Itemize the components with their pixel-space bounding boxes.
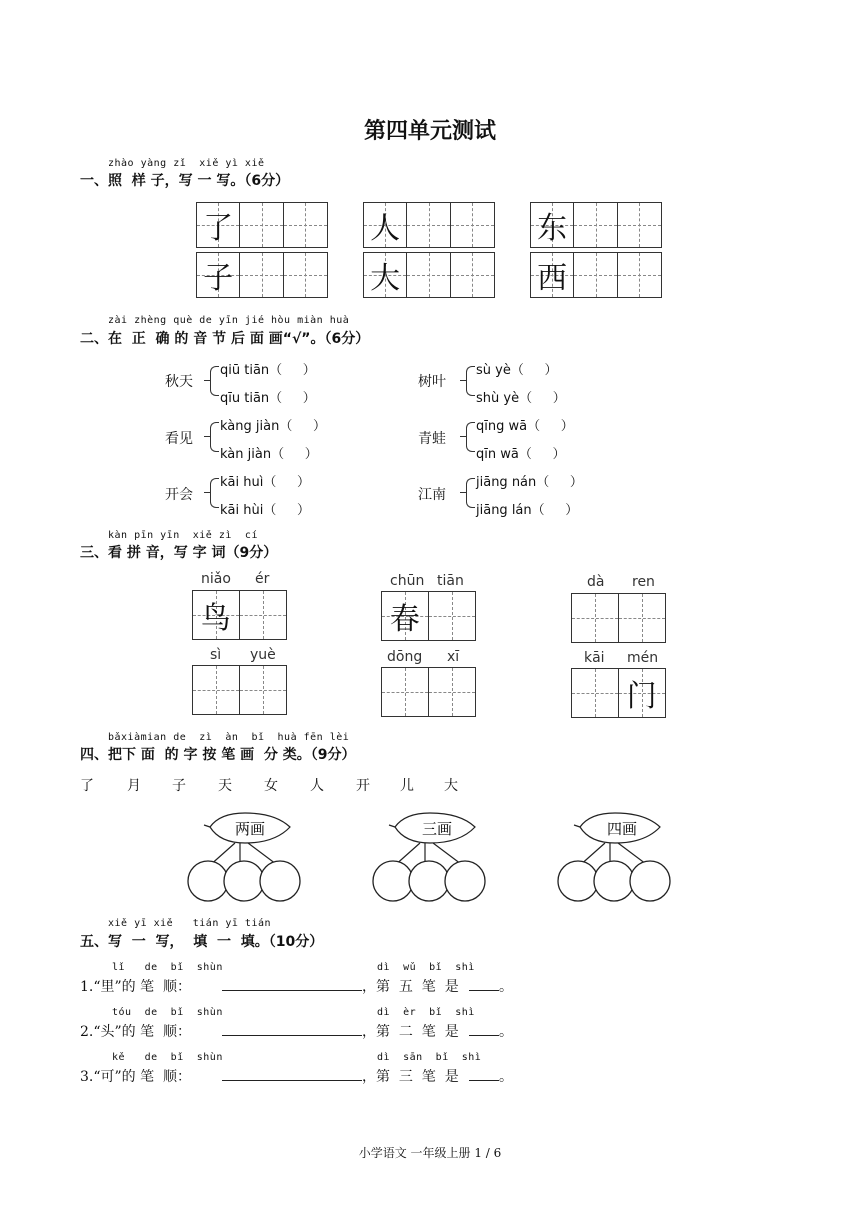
q-end: 。 (499, 1069, 513, 1085)
cherry-icon (630, 861, 670, 901)
s4-char: 大 (444, 778, 458, 794)
q-end: 。 (499, 1024, 513, 1040)
s2-pinyin: zài zhèng què de yīn jié hòu miàn huà (108, 315, 350, 326)
s2-option[interactable]: sù yè（ ） (476, 363, 558, 378)
s1-heading: 一、照 样 子，写 一 写。（6分） (80, 173, 290, 189)
sample-char: 东 (537, 211, 568, 246)
s1-grid-4[interactable] (363, 252, 495, 298)
cherry-icon (373, 861, 413, 901)
answer-blank[interactable] (222, 990, 362, 991)
brace-tick (204, 492, 210, 493)
q-pinyin: tóu de bǐ shùn (112, 1007, 223, 1018)
brace-tick (204, 436, 210, 437)
brace (210, 366, 219, 396)
s4-char: 人 (310, 778, 324, 794)
s3-grid[interactable] (192, 665, 287, 715)
s2-word: 江南 (418, 487, 446, 503)
s3-pinyin-label: tiān (437, 573, 464, 589)
s3-pinyin-label: yuè (250, 647, 276, 663)
s5-pinyin: xiě yī xiě tián yī tián (108, 918, 272, 929)
s3-grid[interactable] (571, 593, 666, 643)
q-mid: ，第 五 笔 是 (362, 979, 459, 995)
cherry-icon (260, 861, 300, 901)
sample-char: 了 (203, 211, 234, 246)
q-text: 1.“里”的 笔 顺： (80, 979, 192, 995)
q-pinyin: lǐ de bǐ shùn (112, 962, 223, 973)
s3-pinyin-label: dà (587, 574, 605, 590)
s3-pinyin-label: kāi (584, 650, 605, 666)
s5-heading: 五、写 一 写， 填 一 填。（10分） (80, 934, 324, 950)
leaf-stem (574, 825, 580, 827)
s3-pinyin-label: sì (210, 647, 222, 663)
cherry-icon (224, 861, 264, 901)
filled-char: 鸟 (200, 601, 231, 636)
s4-char: 子 (172, 778, 186, 794)
s2-option[interactable]: qīng wā（ ） (476, 419, 574, 434)
q-pinyin: kě de bǐ shùn (112, 1052, 223, 1063)
s2-option[interactable]: kāi huì（ ） (220, 475, 310, 490)
page-title: 第四单元测试 (363, 119, 496, 144)
s2-word: 树叶 (418, 374, 446, 390)
leaf-stem (389, 825, 395, 827)
s4-pinyin: bǎxiàmian de zì àn bǐ huà fēn lèi (108, 732, 350, 743)
leaf-label: 四画 (606, 820, 638, 838)
brace-tick (460, 436, 466, 437)
s1-grid-3[interactable] (363, 202, 495, 248)
q-text: 3.“可”的 笔 顺： (80, 1069, 192, 1085)
brace (210, 422, 219, 452)
page-footer: 小学语文 一年级上册 1 / 6 (358, 1146, 502, 1160)
filled-char: 门 (626, 679, 657, 714)
s2-word: 秋天 (165, 374, 193, 390)
cherry-cluster-2 (365, 805, 495, 905)
s3-grid[interactable] (192, 590, 287, 640)
s1-grid-2[interactable] (196, 252, 328, 298)
s4-heading: 四、把下 面 的 字 按 笔 画 分 类。（9分） (80, 747, 356, 763)
answer-blank[interactable] (469, 1035, 499, 1036)
q-pinyin: dì èr bǐ shì (377, 1007, 475, 1018)
s3-pinyin-label: xī (447, 649, 460, 665)
answer-blank[interactable] (469, 1080, 499, 1081)
s2-word: 看见 (165, 431, 193, 447)
s2-option[interactable]: kàn jiàn（ ） (220, 447, 318, 462)
s1-grid-6[interactable] (530, 252, 662, 298)
s3-pinyin-label: ren (632, 574, 655, 590)
leaf-stem (204, 825, 210, 827)
s2-option[interactable]: shù yè（ ） (476, 391, 566, 406)
sample-char: 大 (370, 261, 401, 296)
s4-char: 开 (356, 778, 370, 794)
s1-grid-5[interactable] (530, 202, 662, 248)
s2-option[interactable]: kāi hùi（ ） (220, 503, 310, 518)
cherry-cluster-1 (180, 805, 310, 905)
cherry-icon (445, 861, 485, 901)
q-text: 2.“头”的 笔 顺： (80, 1024, 192, 1040)
leaf-label: 三画 (421, 820, 453, 838)
s3-pinyin-label: ér (255, 571, 270, 587)
s3-pinyin-label: dōng (387, 649, 423, 665)
sample-char: 人 (370, 211, 401, 246)
s4-char: 儿 (400, 778, 414, 794)
q-pinyin: dì wǔ bǐ shì (377, 962, 475, 973)
s2-word: 开会 (165, 487, 193, 503)
q-pinyin: dì sān bǐ shì (377, 1052, 482, 1063)
s1-grid-1[interactable] (196, 202, 328, 248)
answer-blank[interactable] (222, 1080, 362, 1081)
s4-char: 女 (264, 778, 278, 794)
s2-word: 青蛙 (418, 431, 446, 447)
q-mid: ，第 三 笔 是 (362, 1069, 459, 1085)
cherry-icon (188, 861, 228, 901)
s3-pinyin-label: niǎo (201, 571, 231, 587)
cherry-icon (594, 861, 634, 901)
s3-heading: 三、看 拼 音，写 字 词（9分） (80, 545, 278, 561)
q-mid: ，第 二 笔 是 (362, 1024, 459, 1040)
s3-grid[interactable] (381, 591, 476, 641)
cherry-icon (409, 861, 449, 901)
brace (466, 478, 475, 508)
s1-pinyin: zhào yàng zǐ xiě yì xiě (108, 158, 265, 169)
brace-tick (460, 380, 466, 381)
s2-option[interactable]: kàng jiàn（ ） (220, 419, 326, 434)
s2-option[interactable]: qīu tiān（ ） (220, 391, 316, 406)
brace (466, 422, 475, 452)
s2-option[interactable]: jiāng nán（ ） (476, 475, 583, 490)
s3-pinyin-label: mén (627, 650, 659, 666)
leaf-label: 两画 (234, 820, 266, 838)
s2-option[interactable]: qīn wā（ ） (476, 447, 566, 462)
s4-char: 月 (127, 778, 141, 794)
filled-char: 春 (389, 602, 420, 637)
s3-pinyin: kàn pīn yīn xiě zì cí (108, 530, 258, 541)
s2-heading: 二、在 正 确 的 音 节 后 面 画“√”。（6分） (80, 331, 370, 347)
s3-grid[interactable] (381, 667, 476, 717)
brace (466, 366, 475, 396)
sample-char: 子 (203, 261, 234, 296)
brace-tick (460, 492, 466, 493)
brace (210, 478, 219, 508)
s2-option[interactable]: qiū tiān（ ） (220, 363, 316, 378)
s4-char: 了 (80, 778, 94, 794)
answer-blank[interactable] (469, 990, 499, 991)
answer-blank[interactable] (222, 1035, 362, 1036)
brace-tick (204, 380, 210, 381)
sample-char: 西 (537, 261, 568, 296)
s3-grid[interactable] (571, 668, 666, 718)
cherry-icon (558, 861, 598, 901)
q-end: 。 (499, 979, 513, 995)
s4-char: 天 (218, 778, 232, 794)
s3-pinyin-label: chūn (390, 573, 425, 589)
s2-option[interactable]: jiāng lán（ ） (476, 503, 579, 518)
cherry-cluster-3 (550, 805, 680, 905)
